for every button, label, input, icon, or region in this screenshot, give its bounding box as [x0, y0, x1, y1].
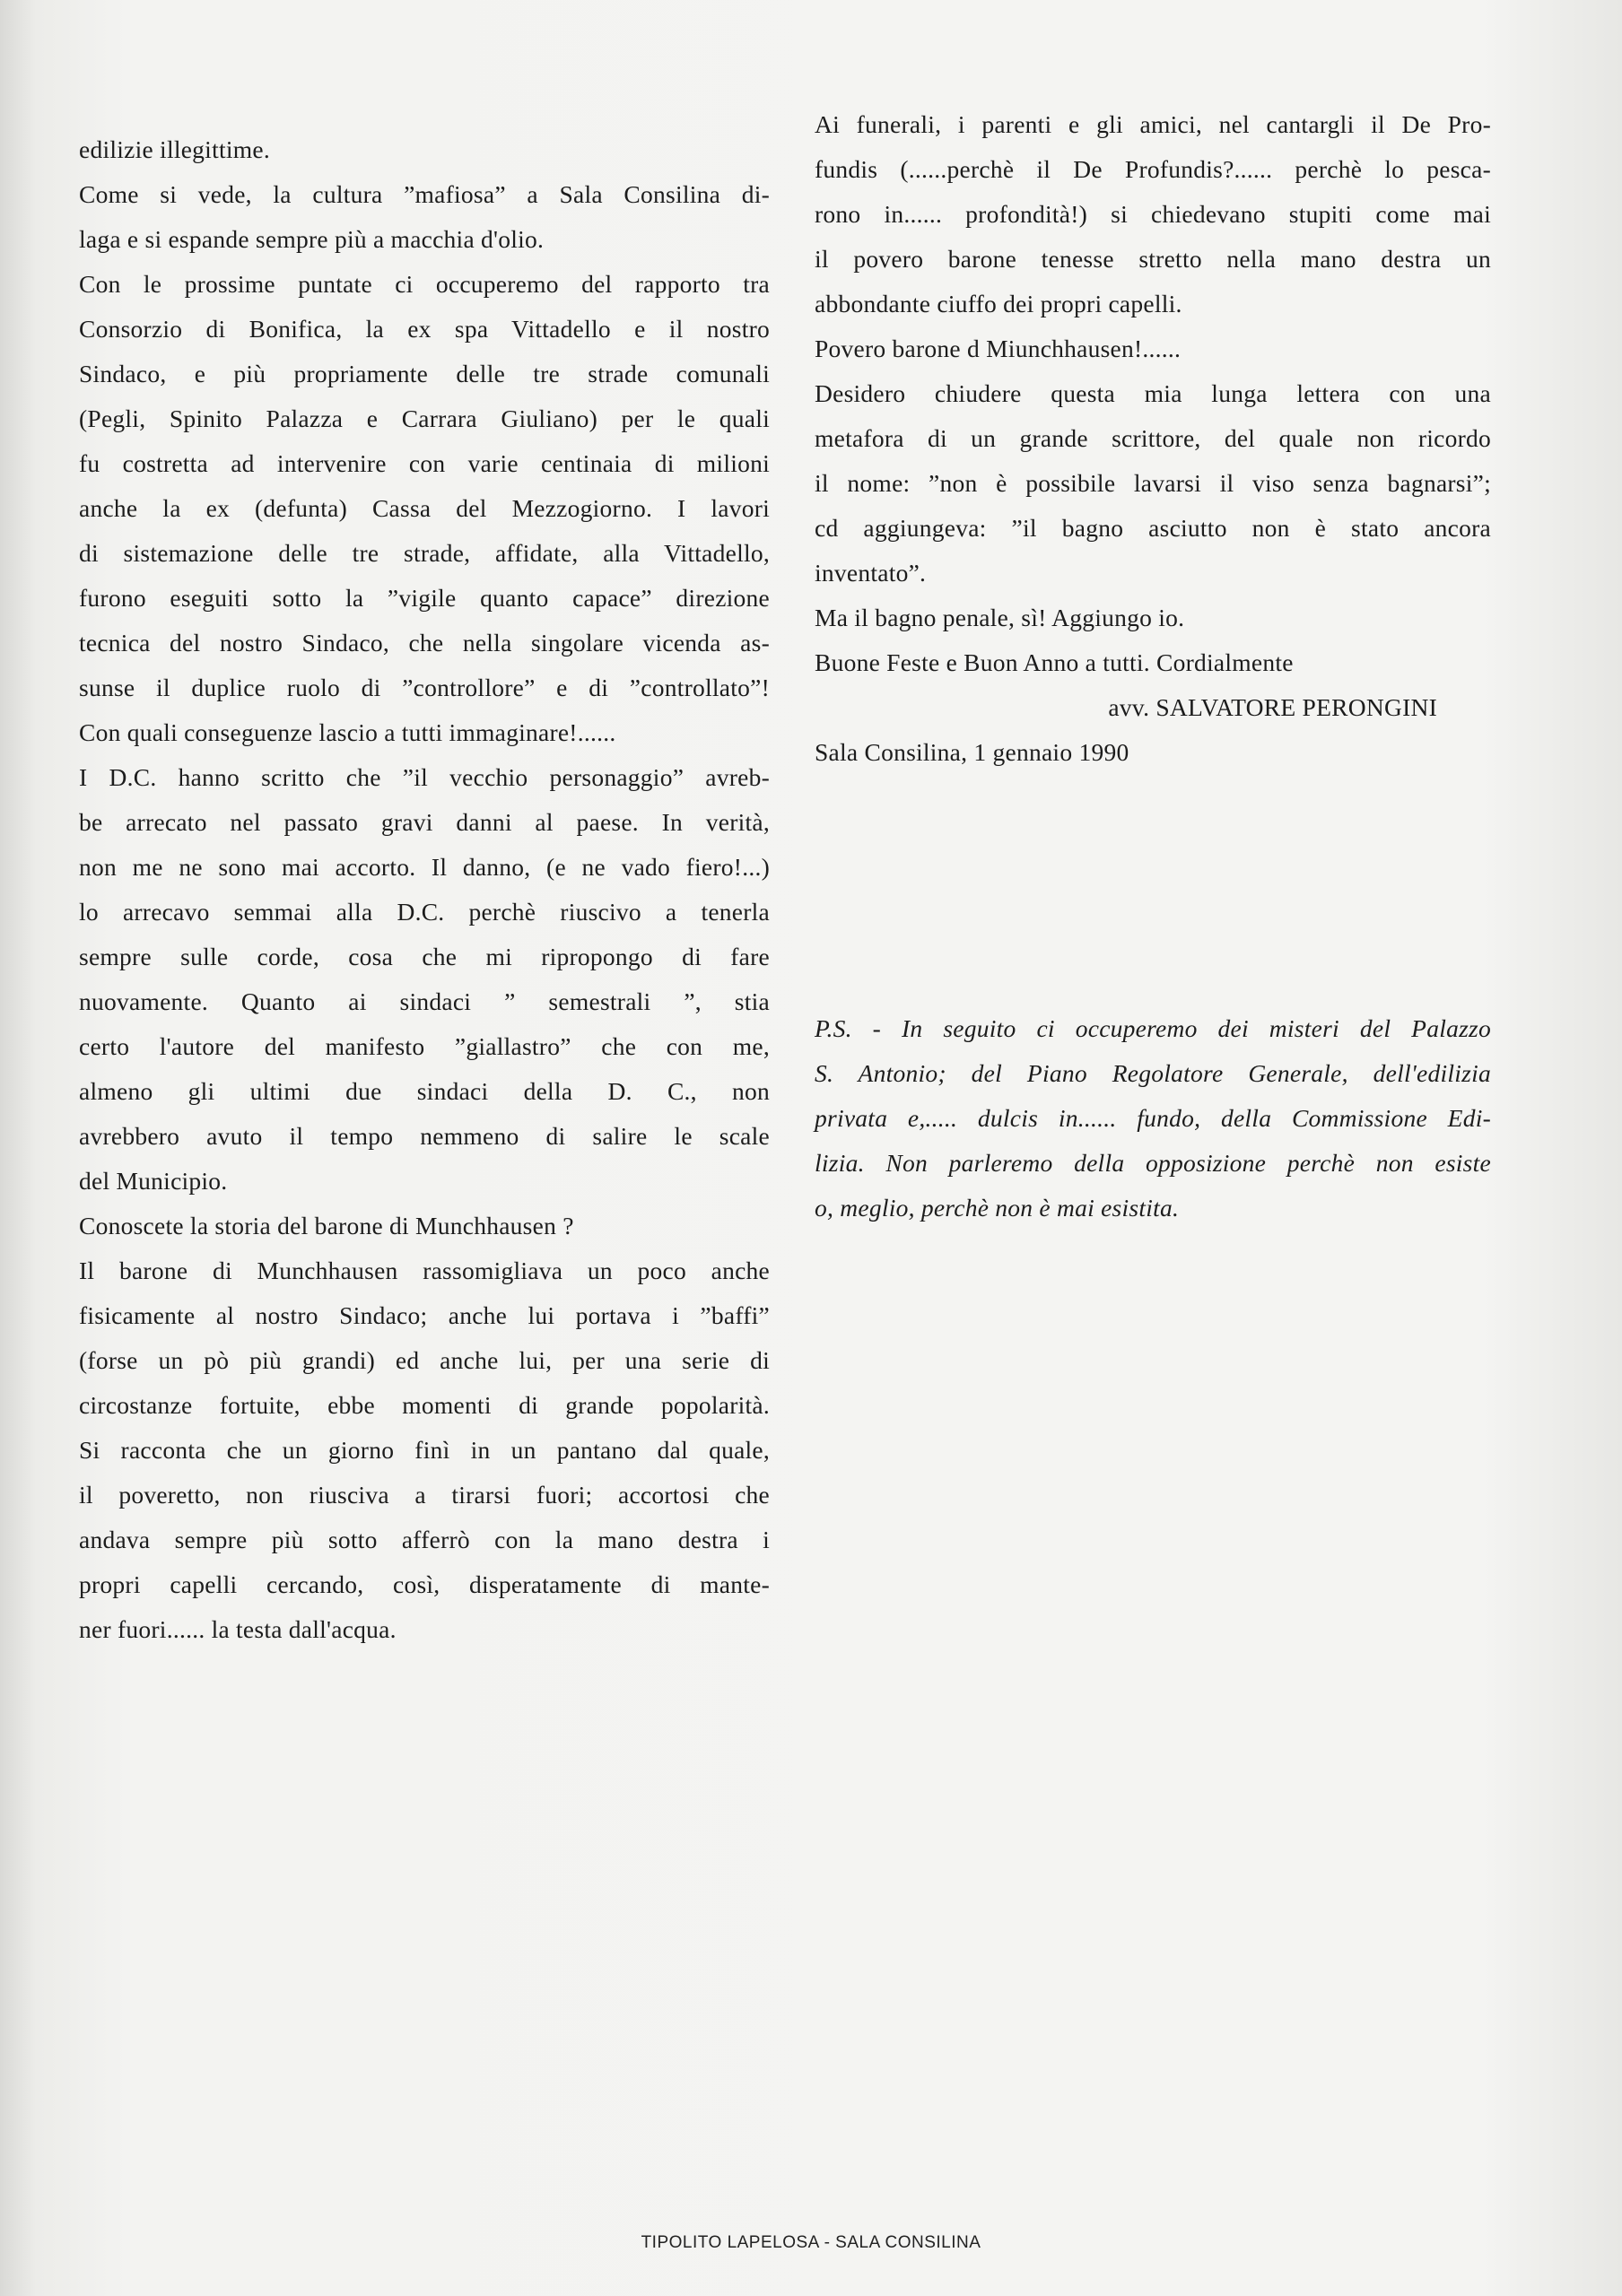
text-line: certo l'autore del manifesto ”giallastro” che con me,: [79, 1032, 770, 1060]
postscript-line: S. Antonio; del Piano Regolatore Generale, dell'edilizia: [815, 1059, 1491, 1087]
text-line: Il barone di Munchhausen rassomigliava un poco anche: [79, 1257, 770, 1284]
text-line: metafora di un grande scrittore, del quale non ricordo: [815, 424, 1491, 452]
right-column: [815, 102, 1491, 1231]
text-line: non me ne sono mai accorto. Il danno, (e ne vado fiero!...): [79, 853, 770, 881]
text-line: Ma il bagno penale, sì! Aggiungo io.: [815, 604, 1185, 631]
text-line: tecnica del nostro Sindaco, che nella singolare vicenda as-: [79, 629, 770, 657]
text-line: sempre sulle corde, cosa che mi ripropongo di fare: [79, 943, 770, 970]
text-line: fu costretta ad intervenire con varie centinaia di milioni: [79, 449, 770, 477]
text-line: il nome: ”non è possibile lavarsi il viso senza bagnarsi”;: [815, 469, 1491, 497]
text-line: Sindaco, e più propriamente delle tre strade comunali: [79, 360, 770, 387]
text-line: fundis (......perchè il De Profundis?...... perchè lo pesca-: [815, 155, 1491, 183]
postscript-line: privata e,..... dulcis in...... fundo, della Commissione Edi-: [815, 1104, 1491, 1132]
text-line: inventato”.: [815, 559, 927, 587]
text-line: laga e si espande sempre più a macchia d'olio.: [79, 225, 545, 253]
text-line: Buone Feste e Buon Anno a tutti. Cordialmente: [815, 648, 1294, 676]
text-line: Con quali conseguenze lascio a tutti immaginare!......: [79, 718, 616, 746]
text-line: Ai funerali, i parenti e gli amici, nel cantargli il De Pro-: [815, 110, 1491, 138]
text-line: Come si vede, la cultura ”mafiosa” a Sala Consilina di-: [79, 180, 770, 208]
text-line: sunse il duplice ruolo di ”controllore” e di ”controllato”!: [79, 674, 770, 701]
postscript: [815, 1006, 1491, 1231]
text-line: propri capelli cercando, così, disperatamente di mante-: [79, 1570, 770, 1598]
text-line: il povero barone tenesse stretto nella mano destra un: [815, 245, 1491, 273]
text-line: circostanze fortuite, ebbe momenti di grande popolarità.: [79, 1391, 770, 1419]
text-line: del Municipio.: [79, 1167, 228, 1195]
right-column-text: [815, 102, 1491, 685]
text-line: cd aggiungeva: ”il bagno asciutto non è stato ancora: [815, 514, 1491, 542]
text-line: fisicamente al nostro Sindaco; anche lui portava i ”baffi”: [79, 1301, 770, 1329]
text-line: rono in...... profondità!) si chiedevano stupiti come mai: [815, 200, 1491, 228]
printer-footer: TIPOLITO LAPELOSA - SALA CONSILINA: [641, 2233, 981, 2252]
text-line: abbondante ciuffo dei propri capelli.: [815, 290, 1182, 317]
text-line: andava sempre più sotto afferrò con la mano destra i: [79, 1526, 770, 1553]
text-line: nuovamente. Quanto ai sindaci ” semestrali ”, stia: [79, 987, 770, 1015]
text-line: Conoscete la storia del barone di Munchhausen ?: [79, 1212, 574, 1239]
postscript-line: P.S. - In seguito ci occuperemo dei misteri del Palazzo: [815, 1014, 1491, 1042]
text-line: edilizie illegittime.: [79, 135, 270, 163]
text-line: Povero barone d Miunchhausen!......: [815, 335, 1182, 362]
text-line: be arrecato nel passato gravi danni al paese. In verità,: [79, 808, 770, 836]
postscript-line: lizia. Non parleremo della opposizione perchè non esiste: [815, 1149, 1491, 1177]
text-line: di sistemazione delle tre strade, affidate, alla Vittadello,: [79, 539, 770, 567]
place-date: Sala Consilina, 1 gennaio 1990: [815, 738, 1129, 766]
text-line: anche la ex (defunta) Cassa del Mezzogiorno. I lavori: [79, 494, 770, 522]
left-column: [79, 127, 770, 1652]
text-line: almeno gli ultimi due sindaci della D. C., non: [79, 1077, 770, 1105]
text-line: (Pegli, Spinito Palazza e Carrara Giuliano) per le quali: [79, 404, 770, 432]
text-line: Si racconta che un giorno finì in un pantano dal quale,: [79, 1436, 770, 1464]
text-line: lo arrecavo semmai alla D.C. perchè riuscivo a tenerla: [79, 898, 770, 926]
signature: avv. SALVATORE PERONGINI: [1108, 693, 1437, 721]
text-line: Desidero chiudere questa mia lunga lettera con una: [815, 379, 1491, 407]
text-line: I D.C. hanno scritto che ”il vecchio personaggio” avreb-: [79, 763, 770, 791]
text-line: Con le prossime puntate ci occuperemo del rapporto tra: [79, 270, 770, 298]
text-line: avrebbero avuto il tempo nemmeno di salire le scale: [79, 1122, 770, 1150]
text-line: il poveretto, non riusciva a tirarsi fuori; accortosi che: [79, 1481, 770, 1509]
text-line: (forse un pò più grandi) ed anche lui, per una serie di: [79, 1346, 770, 1374]
text-line: Consorzio di Bonifica, la ex spa Vittadello e il nostro: [79, 315, 770, 343]
text-line: furono eseguiti sotto la ”vigile quanto capace” direzione: [79, 584, 770, 612]
text-line: ner fuori...... la testa dall'acqua.: [79, 1615, 397, 1643]
postscript-line: o, meglio, perchè non è mai esistita.: [815, 1194, 1180, 1222]
